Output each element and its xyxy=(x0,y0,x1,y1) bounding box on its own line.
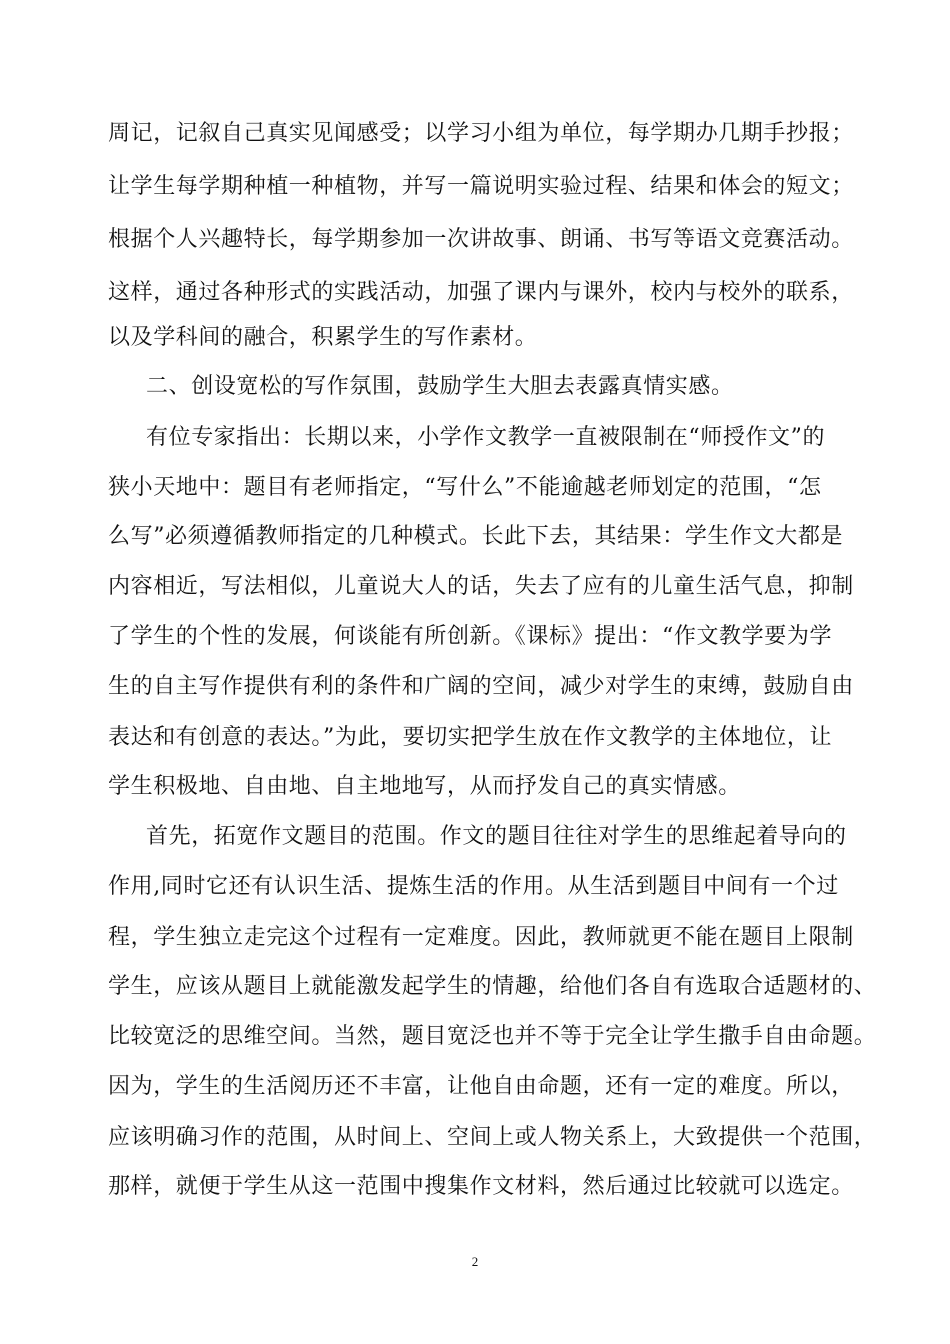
text-line: 狭小天地中：题目有老师指定，“写什么”不能逾越老师划定的范围，“怎 xyxy=(108,475,822,500)
text-line: 学生积极地、自由地、自主地地写，从而抒发自己的真实情感。 xyxy=(108,774,741,799)
text-line: 以及学科间的融合，积累学生的写作素材。 xyxy=(108,325,538,350)
page-number: 2 xyxy=(471,1254,479,1269)
text-line: 有位专家指出：长期以来，小学作文教学一直被限制在“师授作文”的 xyxy=(146,425,826,450)
text-line: 首先，拓宽作文题目的范围。作文的题目往往对学生的思维起着导向的 xyxy=(146,824,847,849)
text-line: 表达和有创意的表达。”为此，要切实把学生放在作文教学的主体地位，让 xyxy=(108,725,833,750)
text-line: 这样，通过各种形式的实践活动，加强了课内与课外，校内与校外的联系， xyxy=(108,280,854,305)
text-line: 比较宽泛的思维空间。当然，题目宽泛也并不等于完全让学生撒手自由命题。 xyxy=(108,1024,877,1049)
text-line: 了学生的个性的发展，何谈能有所创新。《课标》提出：“作文教学要为学 xyxy=(108,624,833,649)
text-line: 那样，就便于学生从这一范围中搜集作文材料，然后通过比较就可以选定。 xyxy=(108,1174,854,1199)
text-line: 内容相近，写法相似，儿童说大人的话，失去了应有的儿童生活气息，抑制 xyxy=(108,574,854,599)
text-line: 因为，学生的生活阅历还不丰富，让他自由命题，还有一定的难度。所以， xyxy=(108,1074,854,1099)
text-line: 周记，记叙自己真实见闻感受；以学习小组为单位，每学期办几期手抄报； xyxy=(108,121,854,146)
text-line: 应该明确习作的范围，从时间上、空间上或人物关系上，大致提供一个范围， xyxy=(108,1125,877,1150)
text-line: 程，学生独立走完这个过程有一定难度。因此，教师就更不能在题目上限制 xyxy=(108,925,854,950)
text-line: 根据个人兴趣特长，每学期参加一次讲故事、朗诵、书写等语文竞赛活动。 xyxy=(108,227,854,252)
text-line: 么写”必须遵循教师指定的几种模式。长此下去，其结果：学生作文大都是 xyxy=(108,524,844,549)
section-heading: 二、创设宽松的写作氛围，鼓励学生大胆去表露真情实感。 xyxy=(146,374,734,399)
text-line: 学生，应该从题目上就能激发起学生的情趣，给他们各自有选取合适题材的、 xyxy=(108,974,877,999)
text-line: 作用,同时它还有认识生活、提炼生活的作用。从生活到题目中间有一个过 xyxy=(108,874,839,899)
text-line: 生的自主写作提供有利的条件和广阔的空间，减少对学生的束缚，鼓励自由 xyxy=(108,674,854,699)
text-line: 让学生每学期种植一种植物，并写一篇说明实验过程、结果和体会的短文； xyxy=(108,174,854,199)
